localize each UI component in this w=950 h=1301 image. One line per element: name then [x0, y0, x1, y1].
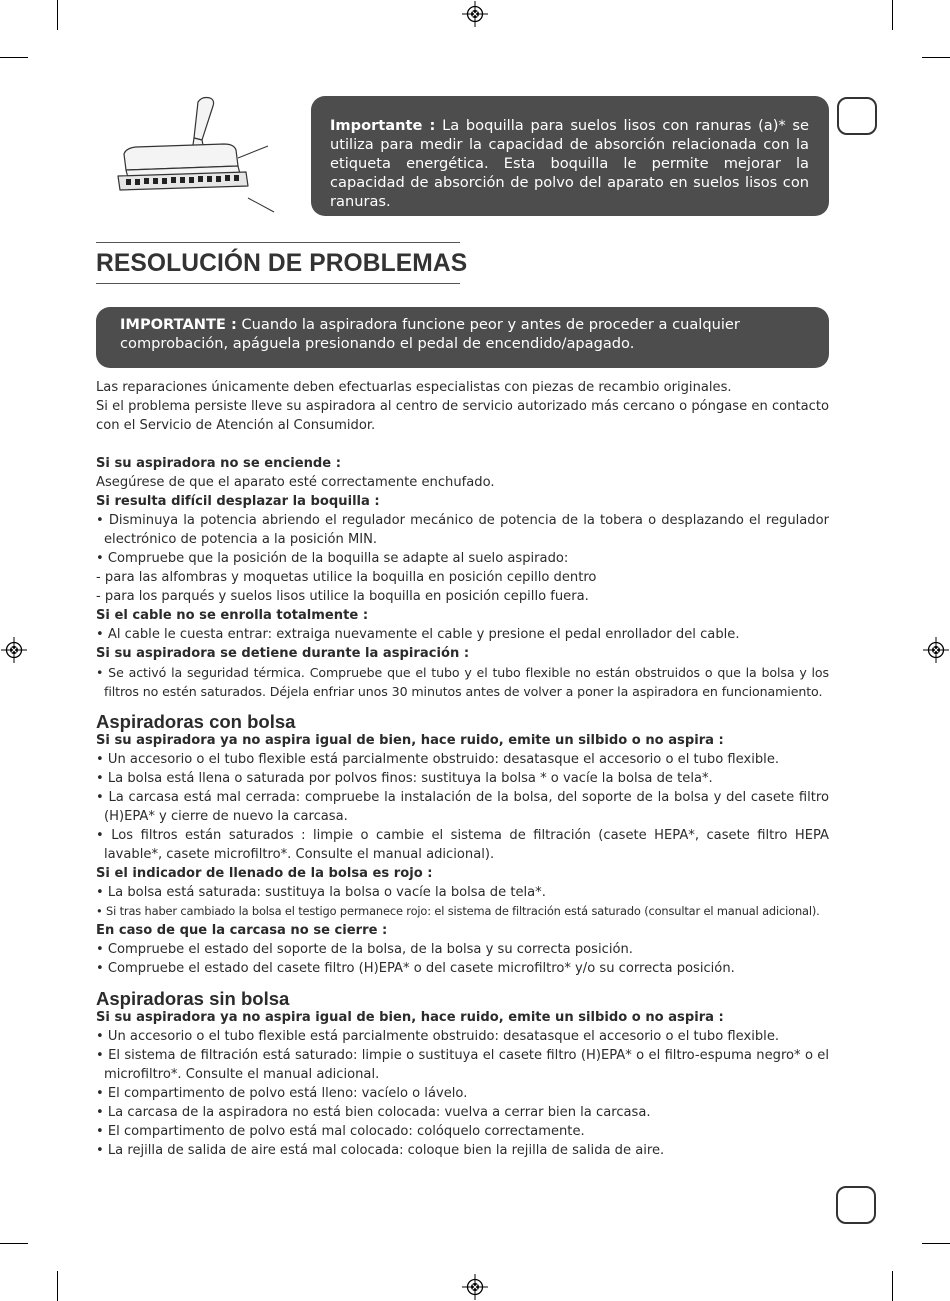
subsection-title-con-bolsa: Aspiradoras con bolsa: [96, 711, 296, 732]
crop-mark-bottom-left-h: [0, 1243, 28, 1244]
subsection-title-sin-bolsa: Aspiradoras sin bolsa: [96, 988, 290, 1009]
crop-mark-top-left-v: [57, 0, 58, 30]
important-callout-nozzle: [311, 96, 829, 216]
solution-item: • La bolsa está saturada: sustituya la bolsa o vacíe la bolsa de tela*.: [96, 885, 546, 900]
crop-mark-bottom-right-v: [892, 1271, 893, 1301]
crop-mark-top-right-v: [892, 0, 893, 30]
warning-label: IMPORTANTE :: [120, 316, 237, 333]
problem-heading: Si el indicador de llenado de la bolsa es rojo :: [96, 866, 433, 881]
section-title: RESOLUCIÓN DE PROBLEMAS: [96, 250, 468, 277]
troubleshooting-body: [96, 378, 829, 1160]
registration-mark-icon: [1, 637, 27, 663]
page-tab-box-top: [837, 97, 877, 135]
solution-item: • Disminuya la potencia abriendo el regulador mecánico de potencia de la tobera o desplazando el regulador electrónico de potencia a la posición MIN.: [96, 513, 829, 547]
solution-item: • Compruebe el estado del casete filtro (H)EPA* o del casete microfiltro* y/o su correcta posición.: [96, 961, 735, 976]
callout-text: La boquilla para suelos lisos con ranuras (a)* se utiliza para medir la capacidad de absorción relacionada con la etiqueta energética. Esta boquilla le permite mejorar la capacidad de absorción de polvo del aparato en suelos lisos con ranuras.: [330, 117, 809, 210]
problem-heading: Si su aspiradora ya no aspira igual de bien, hace ruido, emite un silbido o no aspira :: [96, 1010, 724, 1025]
solution-item: • Compruebe el estado del soporte de la bolsa, de la bolsa y su correcta posición.: [96, 942, 633, 957]
solution-item: • Los filtros están saturados : limpie o cambie el sistema de filtración (casete HEPA*, casete filtro HEPA lavable*, casete microfiltro*. Consulte el manual adicional).: [96, 828, 829, 862]
registration-mark-icon: [923, 637, 949, 663]
title-rule-top: [96, 242, 460, 243]
solution-item: • La rejilla de salida de aire está mal colocada: coloque bien la rejilla de salida de aire.: [96, 1143, 665, 1158]
solution-item: • Un accesorio o el tubo flexible está parcialmente obstruido: desatasque el accesorio o el tubo flexible.: [96, 1029, 780, 1044]
solution-item: • La bolsa está llena o saturada por polvos finos: sustituya la bolsa * o vacíe la bolsa de tela*.: [96, 771, 713, 786]
solution-item: - para los parqués y suelos lisos utilice la boquilla en posición cepillo fuera.: [96, 589, 589, 604]
solution-item: - para las alfombras y moquetas utilice la boquilla en posición cepillo dentro: [96, 570, 597, 585]
solution-item: • El sistema de filtración está saturado: limpie o sustituya el casete filtro (H)EPA* o el filtro-espuma negro* o el microfiltro*. Consulte el manual adicional.: [96, 1048, 829, 1082]
intro-line: Si el problema persiste lleve su aspiradora al centro de servicio autorizado más cercano o póngase en contacto con el Servicio de Atención al Consumidor.: [96, 399, 829, 433]
solution-item: • Se activó la seguridad térmica. Compruebe que el tubo y el tubo flexible no están obstruidos o que la bolsa y los filtros no estén saturados. Déjela enfriar unos 30 minutos antes de volver a poner la aspiradora en funcionamiento.: [96, 665, 829, 699]
solution-item: • Si tras haber cambiado la bolsa el testigo permanece rojo: el sistema de filtración está saturado (consultar el manual adicional).: [96, 904, 820, 918]
registration-mark-icon: [462, 1274, 488, 1300]
problem-heading: Si su aspiradora no se enciende :: [96, 456, 341, 471]
crop-mark-bottom-right-h: [922, 1243, 950, 1244]
problem-heading: Si su aspiradora ya no aspira igual de bien, hace ruido, emite un silbido o no aspira :: [96, 733, 724, 748]
crop-mark-bottom-left-v: [57, 1271, 58, 1301]
spacer: [96, 435, 829, 454]
solution-item: • Compruebe que la posición de la boquilla se adapte al suelo aspirado:: [96, 551, 569, 566]
floor-nozzle-illustration: [112, 94, 282, 218]
problem-heading: Si el cable no se enrolla totalmente :: [96, 608, 369, 623]
solution-item: • Al cable le cuesta entrar: extraiga nuevamente el cable y presione el pedal enrollador del cable.: [96, 627, 740, 642]
problem-heading: En caso de que la carcasa no se cierre :: [96, 923, 388, 938]
intro-line: Las reparaciones únicamente deben efectuarlas especialistas con piezas de recambio originales.: [96, 380, 732, 395]
title-rule-bottom: [96, 283, 460, 284]
problem-heading: Si su aspiradora se detiene durante la aspiración :: [96, 646, 470, 661]
important-warning-box: [96, 307, 829, 368]
solution-item: • El compartimento de polvo está lleno: vacíelo o lávelo.: [96, 1086, 468, 1101]
solution-item: • La carcasa de la aspiradora no está bien colocada: vuelva a cerrar bien la carcasa.: [96, 1105, 651, 1120]
registration-mark-icon: [462, 1, 488, 27]
callout-label: Importante :: [330, 117, 436, 134]
solution-text: Asegúrese de que el aparato esté correctamente enchufado.: [96, 475, 495, 490]
solution-item: • El compartimento de polvo está mal colocado: colóquelo correctamente.: [96, 1124, 585, 1139]
solution-item: • La carcasa está mal cerrada: compruebe la instalación de la bolsa, del soporte de la bolsa y del casete filtro (H)EPA* y cierre de nuevo la carcasa.: [96, 790, 829, 824]
page-tab-box-bottom: [836, 1186, 876, 1224]
crop-mark-top-right-h: [922, 57, 950, 58]
problem-heading: Si resulta difícil desplazar la boquilla :: [96, 494, 380, 509]
warning-text: Cuando la aspiradora funcione peor y antes de proceder a cualquier comprobación, apáguela presionando el pedal de encendido/apagado.: [120, 316, 740, 352]
crop-mark-top-left-h: [0, 57, 28, 58]
solution-item: • Un accesorio o el tubo flexible está parcialmente obstruido: desatasque el accesorio o el tubo flexible.: [96, 752, 780, 767]
